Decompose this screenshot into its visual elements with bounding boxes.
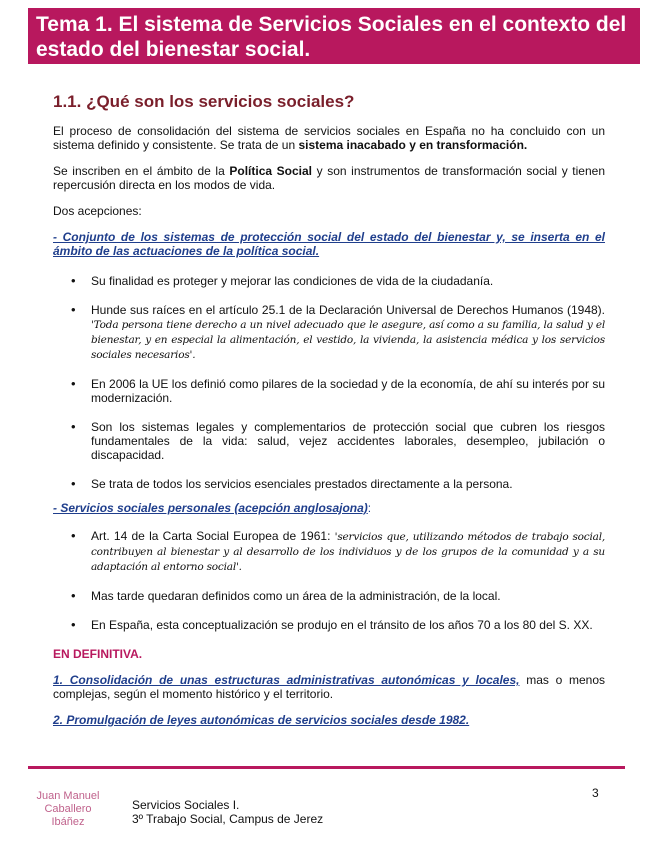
- definitiva-item-1: [53, 673, 605, 701]
- paragraph-acepciones: Dos acepciones:: [53, 204, 142, 218]
- acepcion-2-heading-suffix: :: [367, 501, 372, 515]
- document-body: [53, 124, 605, 739]
- politica-text-b: y son instrumentos de transformación social y tienen repercusión directa en los modos de vida.: [53, 164, 605, 192]
- definitiva-item-2: [53, 713, 605, 727]
- list-item: [91, 303, 605, 362]
- chapter-title-banner: [28, 8, 640, 64]
- list-item: • Son los sistemas legales y complementarios de protección social que cubren los riesgos fundamentales de la vida: salud, vejez accidentes laborales, desempleo, jubilación o discapacidad.: [91, 420, 605, 462]
- quote-declaracion: 'Toda persona tiene derecho a un nivel adecuado que le asegure, así como a su familia, la salud y el bienestar, y en especial la alimentación, el vestido, la vivienda, la asistencia médica y los servicios sociales necesarios'.: [91, 319, 605, 361]
- intro-text: El proceso de consolidación del sistema de servicios sociales en España no ha concluido con un sistema definido y consistente. Se trata de un: [53, 124, 605, 152]
- paragraph-politica-social: [53, 164, 605, 192]
- course-line: Servicios Sociales I.: [132, 798, 240, 812]
- acepcion-2-heading: [53, 501, 605, 515]
- quote-carta-social: 'servicios que, utilizando métodos de trabajo social, contribuyen al bienestar y al desarrollo de los individuos y de los grupos de la comunidad y a su adaptación al entorno social'.: [91, 531, 606, 573]
- footer-author: [28, 790, 108, 829]
- list-item: • En 2006 la UE los definió como pilares de la sociedad y de la economía, de ahí su interés por su modernización.: [91, 377, 605, 405]
- acepcion-2-heading-text: - Servicios sociales personales (acepción anglosajona): [53, 501, 368, 515]
- definitiva-item-1-text: mas o menos complejas, según el momento histórico y el territorio.: [53, 673, 605, 701]
- definitiva-item-2-link: 2. Promulgación de leyes autonómicas de servicios sociales desde 1982.: [53, 713, 470, 727]
- acepcion-1-list: [53, 274, 605, 491]
- footer-course: [132, 798, 323, 826]
- list-item: • En España, esta conceptualización se produjo en el tránsito de los años 70 a los 80 del S. XX.: [91, 618, 605, 632]
- section-title: 1.1. ¿Qué son los servicios sociales?: [53, 92, 355, 111]
- politica-text-a: Se inscriben en el ámbito de la: [53, 164, 230, 178]
- acepcion-2-list: [53, 529, 605, 632]
- intro-bold: sistema inacabado y en transformación.: [298, 138, 528, 152]
- course-line: 3º Trabajo Social, Campus de Jerez: [132, 812, 324, 826]
- politica-bold: Política Social: [229, 164, 312, 178]
- list-item: • Su finalidad es proteger y mejorar las condiciones de vida de la ciudadanía.: [91, 274, 605, 288]
- chapter-title-line-2: estado del bienestar social.: [36, 38, 311, 61]
- author-line: Juan Manuel: [36, 790, 100, 802]
- author-line: Caballero: [44, 803, 92, 815]
- chapter-title-line-1: Tema 1. El sistema de Servicios Sociales en el contexto del: [36, 13, 627, 36]
- paragraph-intro: [53, 124, 605, 152]
- list-item: [91, 529, 605, 574]
- list-item-text: Hunde sus raíces en el artículo 25.1 de la Declaración Universal de Derechos Humanos (1948).: [91, 303, 605, 317]
- list-item-text: Art. 14 de la Carta Social Europea de 1961:: [91, 529, 335, 543]
- definitiva-item-1-link: 1. Consolidación de unas estructuras administrativas autonómicas y locales,: [53, 673, 520, 687]
- en-definitiva-heading: EN DEFINITIVA.: [53, 647, 143, 661]
- footer-divider: [28, 766, 625, 769]
- acepcion-1-heading: [53, 230, 605, 258]
- list-item: • Mas tarde quedaran definidos como un área de la administración, de la local.: [91, 589, 605, 603]
- acepcion-1-heading-text: - Conjunto de los sistemas de protección social del estado del bienestar y, se inserta en el ámbito de las actuaciones de la política social.: [53, 230, 605, 258]
- author-line: Ibáñez: [51, 816, 85, 828]
- list-item: • Se trata de todos los servicios esenciales prestados directamente a la persona.: [91, 477, 605, 491]
- page-number: 3: [592, 786, 599, 800]
